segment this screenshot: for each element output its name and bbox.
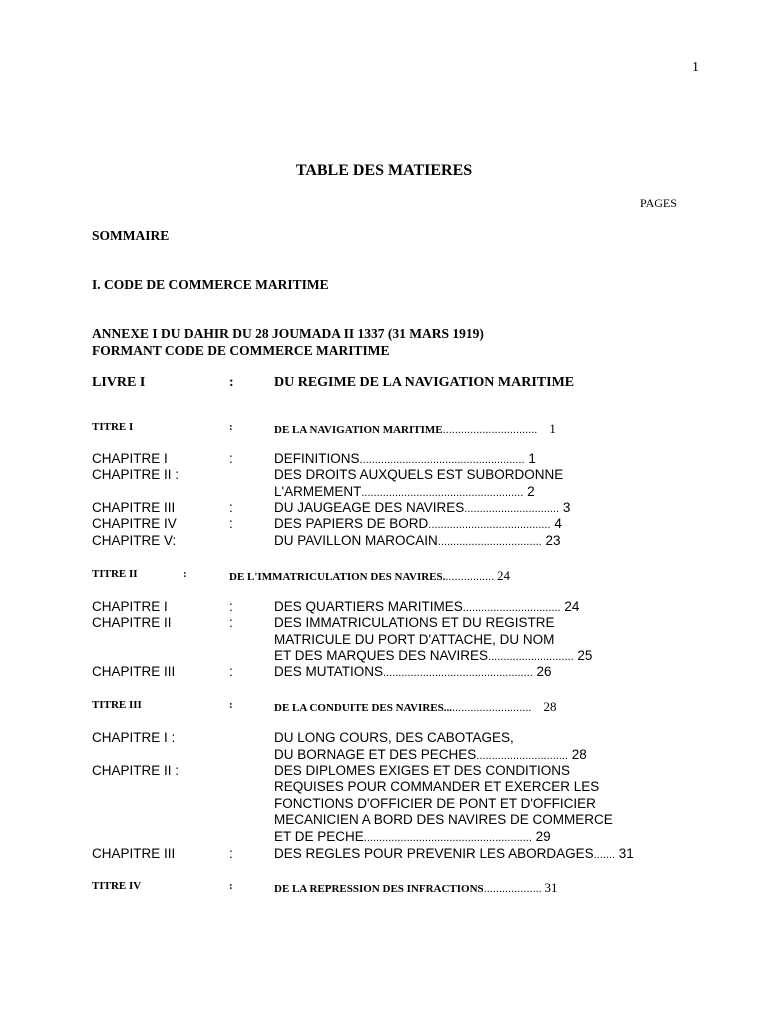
titre-entry (274, 421, 556, 437)
dot-leader: ............................... (464, 503, 560, 515)
livre-label: LIVRE I (92, 375, 146, 390)
chapter-entry (274, 747, 587, 762)
page-number: 1 (692, 60, 699, 75)
chapter-label: CHAPITRE II (92, 615, 172, 630)
titre-separator: : (229, 880, 233, 892)
chapter-separator: : (229, 664, 233, 679)
chapter-entry (274, 484, 535, 499)
dot-leader: ....................................................... (363, 832, 532, 844)
sommaire-heading: SOMMAIRE (92, 228, 170, 243)
titre-title: DE LA NAVIGATION MARITIME (274, 424, 443, 436)
chapter-title: DES DROITS AUXQUELS EST SUBORDONNE (274, 467, 564, 482)
dot-leader: ................................ (462, 602, 561, 614)
chapter-title: REQUISES POUR COMMANDER ET EXERCER LES (274, 779, 600, 794)
chapter-label: CHAPITRE III (92, 846, 176, 861)
chapter-separator: : (229, 846, 233, 861)
page-ref: 24 (564, 599, 580, 614)
dot-leader: ........................................ (428, 519, 551, 531)
dot-leader: ............................ (488, 651, 574, 663)
dot-leader: ....... (593, 849, 616, 861)
chapter-entry (274, 648, 592, 663)
chapter-separator: : (229, 615, 233, 630)
page-ref: 1 (528, 451, 536, 466)
dot-leader: ...................................................... (359, 454, 525, 466)
chapter-entry (274, 516, 562, 531)
chapter-title: FONCTIONS D'OFFICIER DE PONT ET D'OFFICIER (274, 796, 596, 811)
dot-leader: ................................................. (383, 667, 533, 679)
chapter-title: MATRICULE DU PORT D'ATTACHE, DU NOM (274, 632, 555, 647)
chapter-title: DES REGLES POUR PREVENIR LES ABORDAGES (274, 846, 594, 861)
pages-label: PAGES (640, 196, 677, 210)
livre-title: DU REGIME DE LA NAVIGATION MARITIME (274, 375, 575, 390)
chapter-label: CHAPITRE IV (92, 516, 177, 531)
chapter-title: DES PAPIERS DE BORD (274, 516, 429, 531)
chapter-title: DES DIPLOMES EXIGES ET DES CONDITIONS (274, 763, 571, 778)
dot-leader: .................................. (437, 536, 542, 548)
chapter-title: DES MUTATIONS (274, 664, 384, 679)
annexe-line-1: ANNEXE I DU DAHIR DU 28 JOUMADA II 1337 (31 MARS 1919) (92, 326, 484, 341)
page-ref: 1 (549, 421, 556, 436)
livre-separator: : (229, 375, 234, 390)
titre-label: TITRE I (92, 421, 134, 433)
dot-leader: ................ (445, 571, 495, 583)
page-ref: 24 (497, 568, 511, 583)
dot-leader: ..................................................... (361, 487, 524, 499)
titre-entry (229, 568, 510, 584)
chapter-entry (274, 599, 579, 614)
chapter-entry (274, 846, 634, 861)
page-title: TABLE DES MATIERES (295, 162, 473, 179)
chapter-title: DU JAUGEAGE DES NAVIRES (274, 500, 465, 515)
titre-label: TITRE II (92, 568, 138, 580)
page-ref: 28 (543, 699, 557, 714)
chapter-title: DES IMMATRICULATIONS ET DU REGISTRE (274, 615, 555, 630)
titre-title: DE L'IMMATRICULATION DES NAVIRES. (229, 571, 446, 583)
dot-leader: ............................... (442, 424, 538, 436)
chapter-title: DU BORNAGE ET DES PECHES (274, 747, 477, 762)
annexe-line-2: FORMANT CODE DE COMMERCE MARITIME (92, 343, 390, 358)
chapter-separator: : (229, 599, 233, 614)
titre-label: TITRE IV (92, 880, 142, 892)
titre-title: DE LA CONDUITE DES NAVIRES... (274, 702, 452, 714)
chapter-entry (274, 451, 536, 466)
chapter-label: CHAPITRE II : (92, 467, 180, 482)
page-ref: 26 (536, 664, 552, 679)
page-ref: 25 (577, 648, 593, 663)
page-ref: 2 (527, 484, 535, 499)
page-ref: 28 (571, 747, 587, 762)
chapter-title: DEFINITIONS (274, 451, 360, 466)
chapter-title: ET DE PECHE (274, 829, 364, 844)
chapter-entry (274, 533, 561, 548)
chapter-title: ET DES MARQUES DES NAVIRES (274, 648, 489, 663)
chapter-label: CHAPITRE I (92, 451, 168, 466)
page-ref: 29 (535, 829, 551, 844)
page-ref: 3 (562, 500, 571, 515)
chapter-label: CHAPITRE V: (92, 533, 177, 548)
chapter-label: CHAPITRE I : (92, 730, 176, 745)
chapter-separator: : (229, 516, 233, 531)
titre-entry (274, 880, 558, 896)
dot-leader: .......................... (451, 702, 532, 714)
chapter-entry (274, 500, 570, 515)
chapter-title: DU PAVILLON MAROCAIN (274, 533, 438, 548)
page-ref: 23 (545, 533, 561, 548)
chapter-title: DES QUARTIERS MARITIMES (274, 599, 463, 614)
titre-separator: : (229, 699, 233, 711)
titre-separator: : (183, 568, 187, 580)
chapter-label: CHAPITRE III (92, 500, 176, 515)
chapter-title: MECANICIEN A BORD DES NAVIRES DE COMMERCE (274, 812, 613, 827)
page-ref: 31 (544, 880, 558, 895)
chapter-entry (274, 664, 552, 679)
dot-leader: ................... (483, 883, 542, 895)
dot-leader: .............................. (476, 750, 568, 762)
chapter-separator: : (229, 451, 233, 466)
chapter-label: CHAPITRE I (92, 599, 168, 614)
section-heading: I. CODE DE COMMERCE MARITIME (92, 277, 329, 292)
chapter-label: CHAPITRE II : (92, 763, 180, 778)
chapter-title: L'ARMEMENT (274, 484, 362, 499)
titre-entry (274, 699, 556, 715)
page-ref: 31 (618, 846, 634, 861)
titre-label: TITRE III (92, 699, 142, 711)
chapter-entry (274, 829, 551, 844)
chapter-label: CHAPITRE III (92, 664, 176, 679)
page-ref: 4 (554, 516, 562, 531)
titre-separator: : (229, 421, 233, 433)
chapter-title: DU LONG COURS, DES CABOTAGES, (274, 730, 514, 745)
titre-title: DE LA REPRESSION DES INFRACTIONS (274, 883, 484, 895)
chapter-separator: : (229, 500, 233, 515)
